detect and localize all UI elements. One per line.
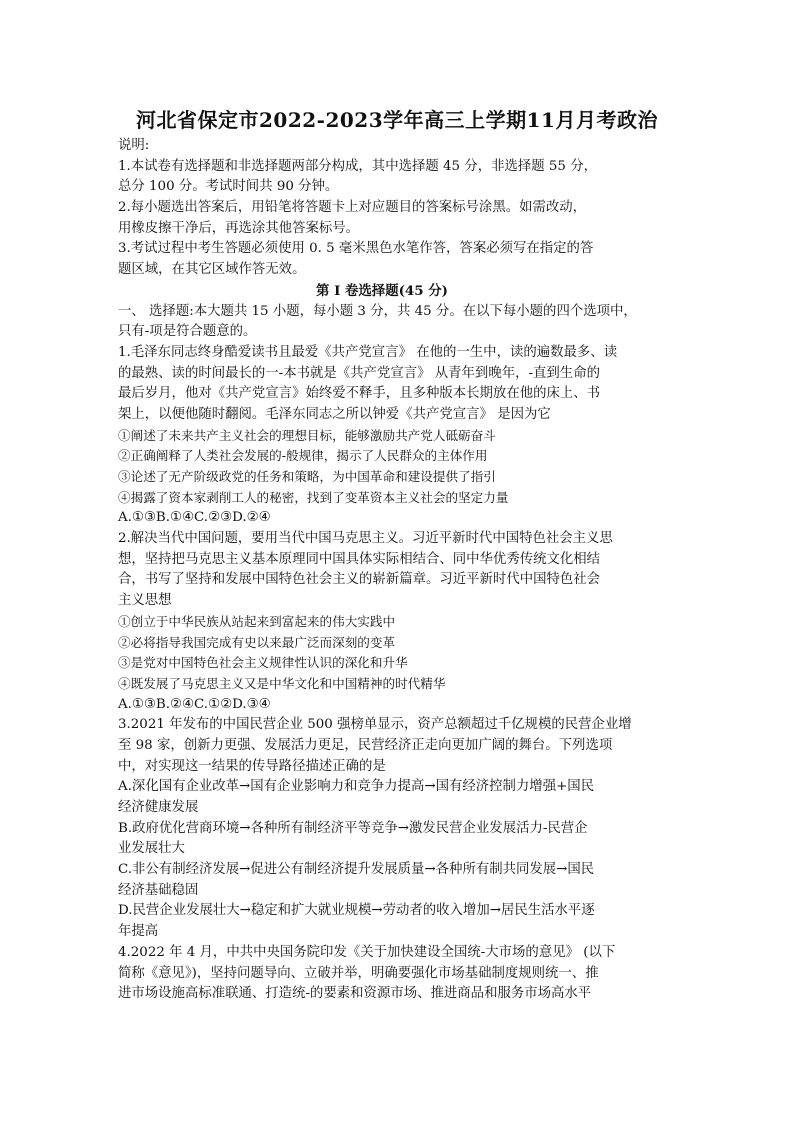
question-stem-line: 进市场设施高标准联通、打造统-的要素和资源市场、推进商品和服务市场高水平 xyxy=(118,986,592,1002)
instruction-line: 总分 100 分。考试时间共 90 分钟。 xyxy=(118,179,339,195)
question-stem-line: 主义思想 xyxy=(118,593,172,609)
answer-choice-line: 业发展壮大 xyxy=(118,841,185,857)
question-choices: A.①③B.①④C.②③D.②④ xyxy=(118,510,271,526)
answer-choice-line: 经济基础稳固 xyxy=(118,882,199,898)
question-1 xyxy=(118,343,646,529)
question-option: ③是党对中国特色社会主义规律性认识的深化和升华 xyxy=(118,655,408,671)
question-stem-line: 中，对实现这一结果的传导路径描述正确的是 xyxy=(118,758,386,774)
answer-choice-line: D.民营企业发展壮大→稳定和扩大就业规模→劳动者的收入增加→居民生活水平逐 xyxy=(118,903,595,919)
document-title: 河北省保定市2022-2023学年高三上学期11月月考政治 xyxy=(136,108,658,132)
question-stem-line: 3.2021 年发布的中国民营企业 500 强榜单显示，资产总额超过千亿规模的民营企业增 xyxy=(118,717,632,733)
section-intro-line: 只有-项是符合题意的。 xyxy=(118,324,257,340)
question-option: ③论述了无产阶级政党的任务和策略，为中国革命和建设提供了指引 xyxy=(118,469,496,484)
section-intro-line: 一、 选择题:本大题共 15 小题，每小题 3 分，共 45 分。在以下每小题的四个选项中， xyxy=(118,303,637,319)
question-3 xyxy=(118,715,646,943)
question-stem-line: 的最熟、读的时间最长的一-本书就是《共产党宣言》 从青年到晚年，-直到生命的 xyxy=(118,365,600,381)
instruction-line: 用橡皮擦干净后，再选涂其他答案标号。 xyxy=(118,220,360,236)
question-stem-line: 架上，以便他随时翻阅。毛泽东同志之所以钟爱《共产党宣言》 是因为它 xyxy=(118,406,551,422)
question-option: ④揭露了资本家剥削工人的秘密，找到了变革资本主义社会的坚定力量 xyxy=(118,489,509,505)
question-2 xyxy=(118,529,646,715)
question-stem-line: 简称《意见》)，坚持问题导向、立破并举，明确要强化市场基础制度规则统一、推 xyxy=(118,965,599,981)
instruction-line: 3.考试过程中考生答题必须使用 0. 5 毫米黑色水笔作答，答案必须写在指定的答 xyxy=(118,241,594,257)
question-stem-line: 合，书写了坚持和发展中国特色社会主义的崭新篇章。习近平新时代中国特色社会 xyxy=(118,572,601,588)
question-stem-line: 至 98 家，创新力更强、发展活力更足，民营经济正走向更加广阔的舞台。下列选项 xyxy=(118,737,613,753)
question-option: ①阐述了未来共产主义社会的理想目标，能够激励共产党人砥砺奋斗 xyxy=(118,427,496,443)
question-option: ②必将指导我国完成有史以来最广泛而深刻的变革 xyxy=(118,634,396,650)
answer-choice-line: A.深化国有企业改革→国有企业影响力和竞争力提高→国有经济控制力增强+国民 xyxy=(118,779,595,795)
question-4 xyxy=(118,943,646,1005)
question-option: ②正确阐释了人类社会发展的-般规律，揭示了人民群众的主体作用 xyxy=(118,448,488,464)
answer-choice-line: B.政府优化营商环境→各种所有制经济平等竞争→激发民营企业发展活力-民营企 xyxy=(118,820,588,836)
answer-choice-line: 年提高 xyxy=(118,924,159,940)
instruction-line: 2.每小题选出答案后，用铅笔将答题卡上对应题目的答案标号涂黑。如需改动， xyxy=(118,200,587,216)
question-stem-line: 4.2022 年 4 月，中共中央国务院印发《关于加快建设全国统-大市场的意见》 (以下 xyxy=(118,944,616,960)
question-stem-line: 想，坚持把马克思主义基本原理同中国具体实际相结合、同中华优秀传统文化相结 xyxy=(118,551,601,567)
instruction-line: 1.本试卷有选择题和非选择题两部分构成，其中选择题 45 分，非选择题 55 分， xyxy=(118,158,597,174)
question-stem-line: 2.解决当代中国问题，要用当代中国马克思主义。习近平新时代中国特色社会主义思 xyxy=(118,531,613,547)
question-option: ①创立于中华民族从站起来到富起来的伟大实践中 xyxy=(118,613,396,629)
answer-choice-line: 经济健康发展 xyxy=(118,800,199,815)
question-stem-line: 最后岁月，他对《共产党宣言》始终爱不释手，且多种版本长期放在他的床上、书 xyxy=(118,386,601,402)
answer-choice-line: C.非公有制经济发展→促进公有制经济提升发展质量→各种所有制共同发展→国民 xyxy=(118,862,595,878)
question-option: ④既发展了马克思主义又是中华文化和中国精神的时代精华 xyxy=(118,675,446,691)
section-title: 第 I 卷选择题(45 分) xyxy=(316,282,448,299)
instructions-heading: 说明: xyxy=(118,138,150,153)
document-body xyxy=(118,136,646,1005)
question-choices: A.①③B.②④C.①②D.③④ xyxy=(118,696,271,712)
instruction-line: 题区域，在其它区域作答无效。 xyxy=(118,262,306,278)
question-stem-line: 1.毛泽东同志终身酷爱读书且最爱《共产党宣言》 在他的一生中，读的遍数最多、读 xyxy=(118,344,618,360)
